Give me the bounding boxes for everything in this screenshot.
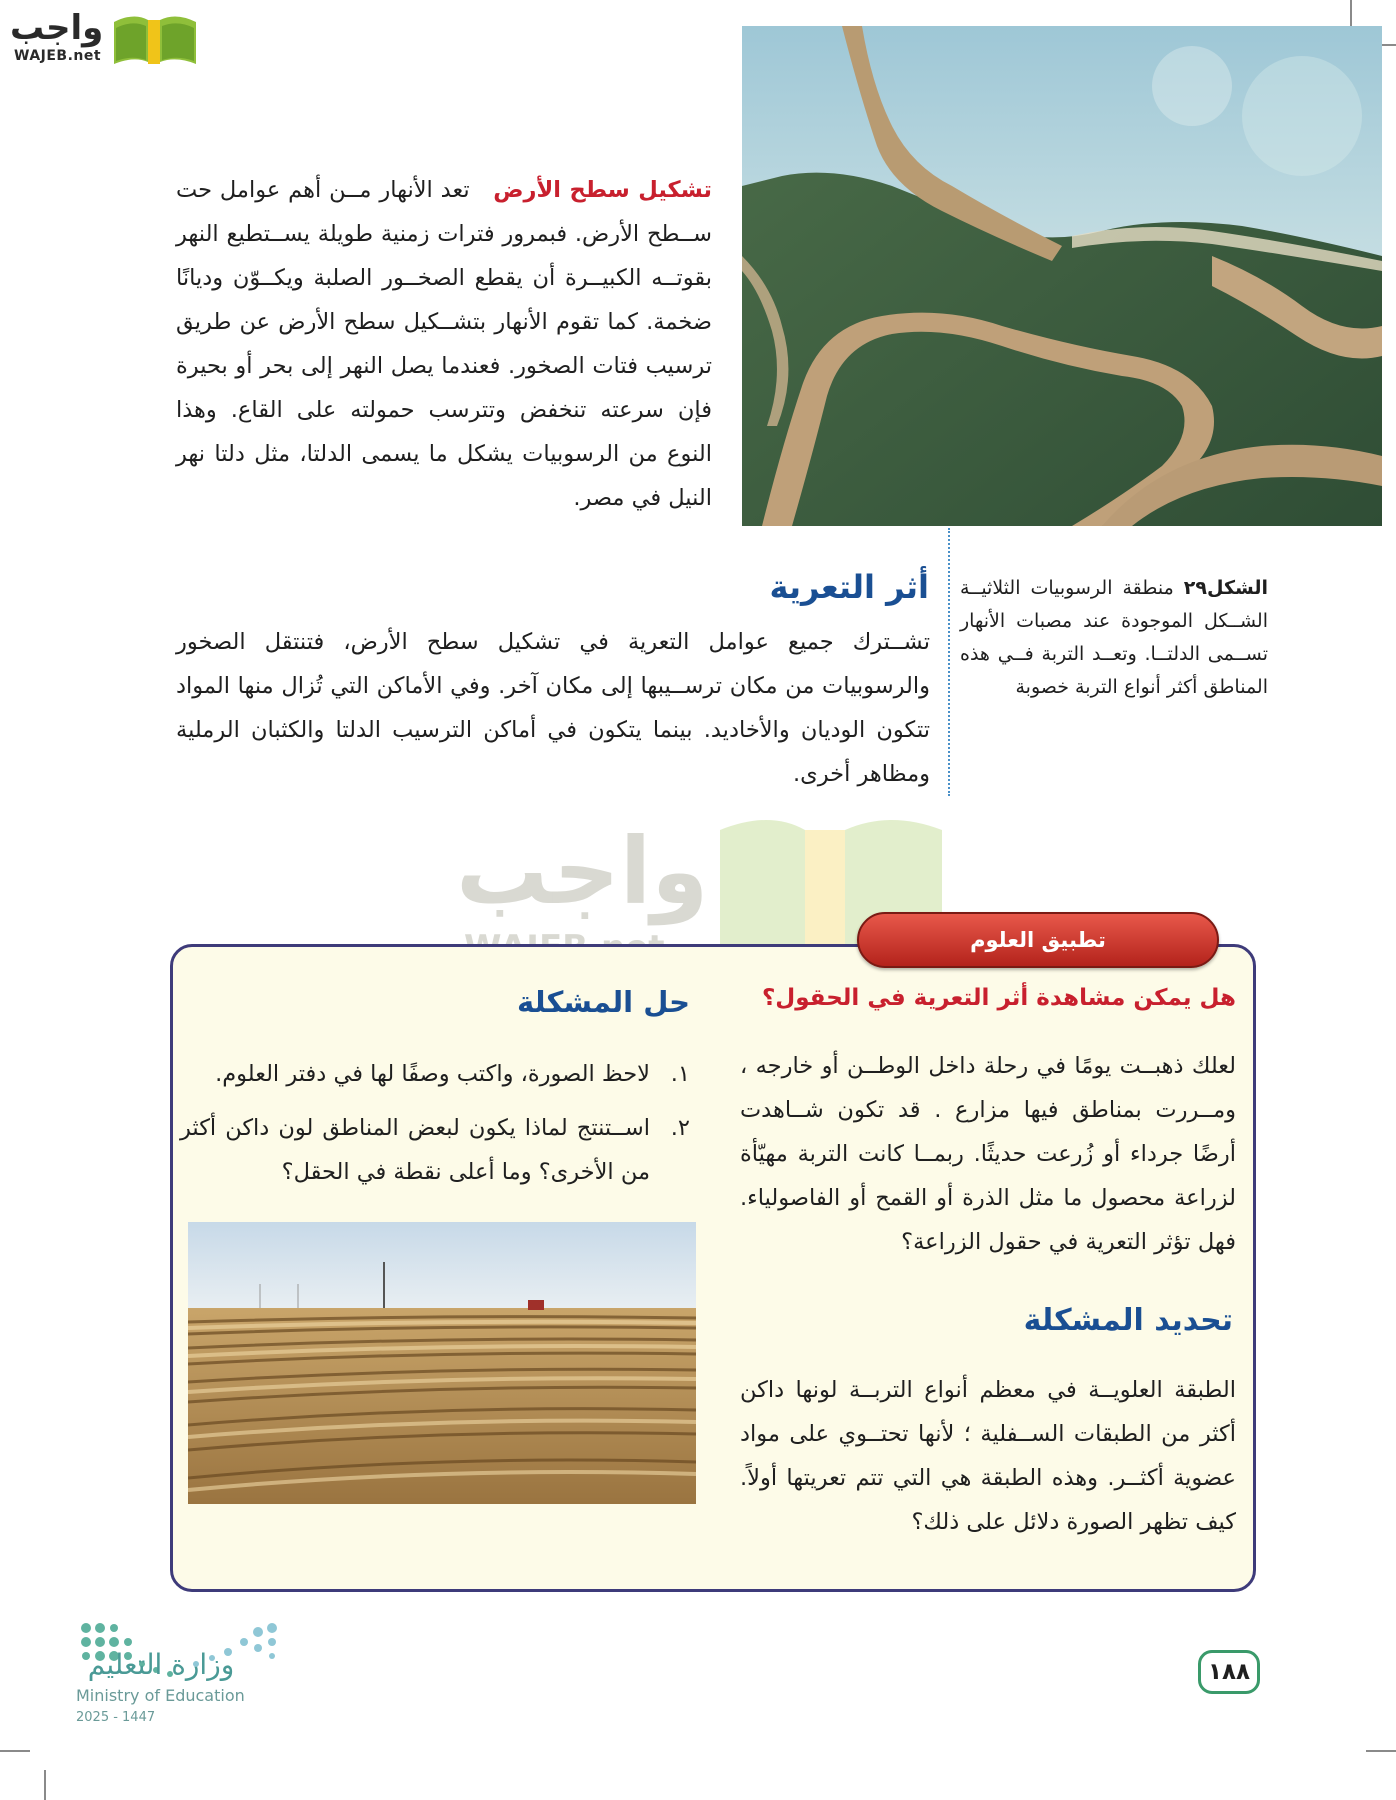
crop-mark bbox=[44, 1770, 46, 1800]
logo-wordmark: واجب bbox=[10, 8, 104, 48]
ministry-year: 2025 - 1447 bbox=[76, 1710, 156, 1725]
crop-mark bbox=[0, 1750, 30, 1752]
erosion-body: تشــترك جميع عوامل التعرية في تشكيل سطح الأرض، فتنتقل الصخور والرسوبيات من مكان ترســيبها إلى مكان آخر. وفي الأماكن التي تُزال منها المواد تتكون الوديان والأخاديد. بينما يتكون في أماكن الترسيب الدلتا والكثبان الرملية ومظاهر أخرى. bbox=[176, 629, 930, 787]
solve-problem-heading: حل المشكلة bbox=[517, 985, 690, 1019]
landform-body: تعد الأنهار مــن أهم عوامل حت ســطح الأرض. فبمرور فترات زمنية طويلة يســتطيع النهر بقوتــه الكبيــرة أن يقطع الصخــور الصلبة ويكــوّن وديانًا ضخمة. كما تقوم الأنهار بتشــكيل سطح الأرض عن طريق ترسيب فتات الصخور. فعندما يصل النهر إلى بحر أو بحيرة فإن سرعته تنخفض وتترسب حمولته على القاع. وهذا النوع من الرسوبيات يشكل ما يسمى الدلتا، مثل دلتا نهر النيل في مصر. bbox=[176, 177, 712, 511]
delta-aerial-photo bbox=[742, 26, 1382, 526]
define-problem-body: الطبقة العلويــة في معظم أنواع التربــة لونها داكن أكثر من الطبقات الســفلية ؛ لأنها تحتــوي على مواد عضوية أكثــر. وهذه الطبقة هي التي تتم تعريتها أولاً. كيف تظهر الصورة دلائل على ذلك؟ bbox=[740, 1377, 1236, 1535]
science-intro: لعلك ذهبــت يومًا في رحلة داخل الوطــن أو خارجه ، ومــررت بمناطق فيها مزارع . قد تكون شــاهدت أرضًا جرداء أو زُرعت حديثًا. ربمــا كانت التربة مهيّأة لزراعة محصول ما مثل الذرة أو القمح أو الفاصولياء. فهل تؤثر التعرية في حقول الزراعة؟ bbox=[740, 1053, 1236, 1255]
watermark-word: واجب bbox=[456, 818, 709, 925]
ministry-arabic-name: وزارة التعليم bbox=[87, 1648, 235, 1681]
page-number: ١٨٨ bbox=[1198, 1650, 1260, 1694]
solve-problem-list bbox=[180, 1052, 690, 1204]
crop-mark bbox=[1366, 1750, 1396, 1752]
list-item-text: لاحظ الصورة، واكتب وصفًا لها في دفتر العلوم. bbox=[215, 1061, 650, 1087]
wajeb-logo bbox=[10, 8, 190, 68]
logo-domain: WAJEB.net bbox=[14, 48, 102, 64]
list-item-number: ١. bbox=[670, 1061, 690, 1087]
column-divider bbox=[948, 528, 950, 796]
list-item-number: ٢. bbox=[670, 1115, 690, 1141]
figure-caption-text: منطقة الرسوبيات الثلاثيــة الشــكل الموجودة عند مصبات الأنهار تســمى الدلتــا. وتعــد التربة فــي هذه المناطق أكثر أنواع التربة خصوبة bbox=[960, 577, 1268, 698]
plowed-field-photo bbox=[188, 1222, 696, 1504]
figure-caption bbox=[960, 572, 1268, 704]
erosion-heading: أثر التعرية bbox=[769, 568, 929, 606]
figure-label: الشكل٢٩ bbox=[1183, 577, 1268, 599]
list-item bbox=[180, 1052, 690, 1096]
science-tab-label: تطبيق العلوم bbox=[970, 928, 1106, 952]
landform-paragraph bbox=[176, 168, 712, 520]
define-problem-heading: تحديد المشكلة bbox=[1023, 1303, 1233, 1338]
list-item-text: اســتنتج لماذا يكون لبعض المناطق لون داكن أكثر من الأخرى؟ وما أعلى نقطة في الحقل؟ bbox=[180, 1115, 650, 1185]
list-item bbox=[180, 1106, 690, 1194]
science-question: هل يمكن مشاهدة أثر التعرية في الحقول؟ bbox=[761, 985, 1236, 1011]
landform-title: تشكيل سطح الأرض bbox=[493, 177, 712, 203]
ministry-english-name: Ministry of Education bbox=[76, 1686, 245, 1705]
